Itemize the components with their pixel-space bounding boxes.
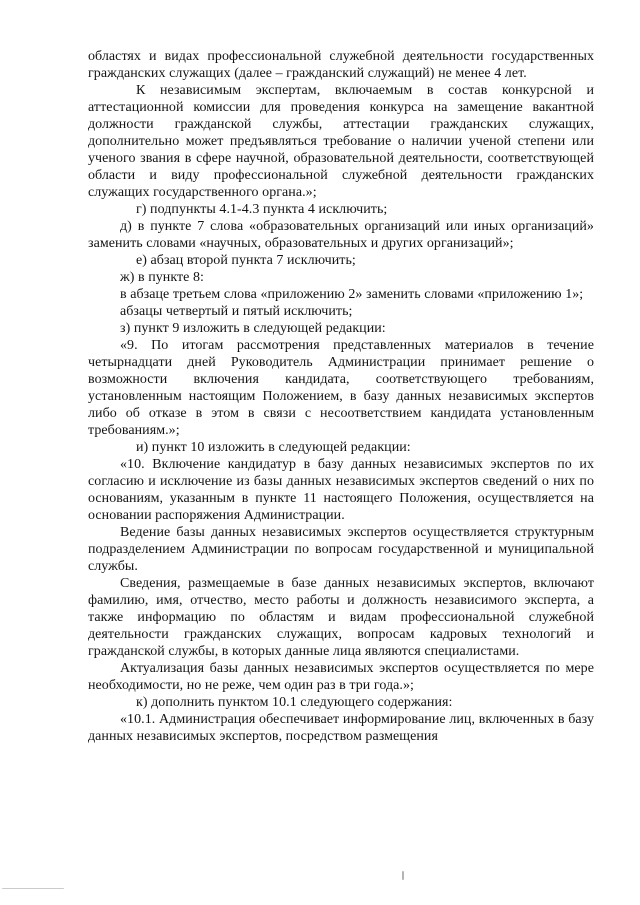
paragraph-item-g: г) подпункты 4.1-4.3 пункта 4 исключить; bbox=[136, 202, 388, 217]
paragraph-database-contents: Сведения, размещаемые в базе данных независимых экспертов, включают фамилию, имя, отчество, место работы и должность независимого эксперта, а также информацию по областям и видам профессиональной служебной деятельности гражданских служащих, вопросам кадровых технологий и гражданской службы, в которых данные лица являются специалистами. bbox=[88, 576, 594, 659]
paragraph-item-zh-abzac-3: в абзаце третьем слова «приложению 2» заменить словами «приложению 1»; bbox=[120, 287, 584, 302]
paragraph-point-10-1: «10.1. Администрация обеспечивает информирование лиц, включенных в базу данных независимых экспертов, посредством размещения bbox=[88, 712, 594, 744]
scan-speck-left bbox=[2, 888, 64, 889]
document-page bbox=[88, 48, 594, 745]
paragraph-database-maintenance: Ведение базы данных независимых экспертов осуществляется структурным подразделением Администрации по вопросам государственной и муниципальной службы. bbox=[88, 525, 594, 574]
scan-speck-center bbox=[402, 871, 404, 880]
paragraph-point-10: «10. Включение кандидатур в базу данных независимых экспертов по их согласию и исключение из базы данных независимых экспертов сведений о них по основаниям, указанным в пункте 11 настоящего Положения, осуществляется на основании распоряжения Администрации. bbox=[88, 457, 594, 523]
paragraph-item-d: д) в пункте 7 слова «образовательных организаций или иных организаций» заменить словами «научных, образовательных и других организаций»; bbox=[88, 219, 594, 251]
paragraph-continuation: областях и видах профессиональной служебной деятельности государственных гражданских служащих (далее – гражданский служащий) не менее 4 лет. bbox=[88, 49, 594, 81]
paragraph-item-zh-abzac-4-5: абзацы четвертый и пятый исключить; bbox=[120, 304, 353, 319]
paragraph-item-i: и) пункт 10 изложить в следующей редакции: bbox=[136, 440, 411, 455]
paragraph-item-zh: ж) в пункте 8: bbox=[120, 270, 204, 285]
paragraph-database-update: Актуализация базы данных независимых экспертов осуществляется по мере необходимости, но не реже, чем один раз в три года.»; bbox=[88, 661, 594, 693]
paragraph-point-9: «9. По итогам рассмотрения представленных материалов в течение четырнадцати дней Руководитель Администрации принимает решение о возможности включения кандидата, соответствующего требованиям, установленным настоящим Положением, в базу данных независимых экспертов либо об отказе в этом в связи с несоответствием кандидата установленным требованиям.»; bbox=[88, 338, 594, 438]
paragraph-item-k: к) дополнить пунктом 10.1 следующего содержания: bbox=[136, 695, 453, 710]
paragraph-item-z: з) пункт 9 изложить в следующей редакции: bbox=[120, 321, 386, 336]
paragraph-item-e: е) абзац второй пункта 7 исключить; bbox=[136, 253, 356, 268]
paragraph-independent-experts-requirements: К независимым экспертам, включаемым в состав конкурсной и аттестационной комиссии для проведения конкурса на замещение вакантной должности гражданской службы, аттестации гражданских служащих, дополнительно может предъявляться требование о наличии ученой степени или ученого звания в сфере научной, образовательной деятельности, соответствующей области и виду профессиональной служебной деятельности гражданских служащих государственного органа.»; bbox=[88, 83, 594, 200]
